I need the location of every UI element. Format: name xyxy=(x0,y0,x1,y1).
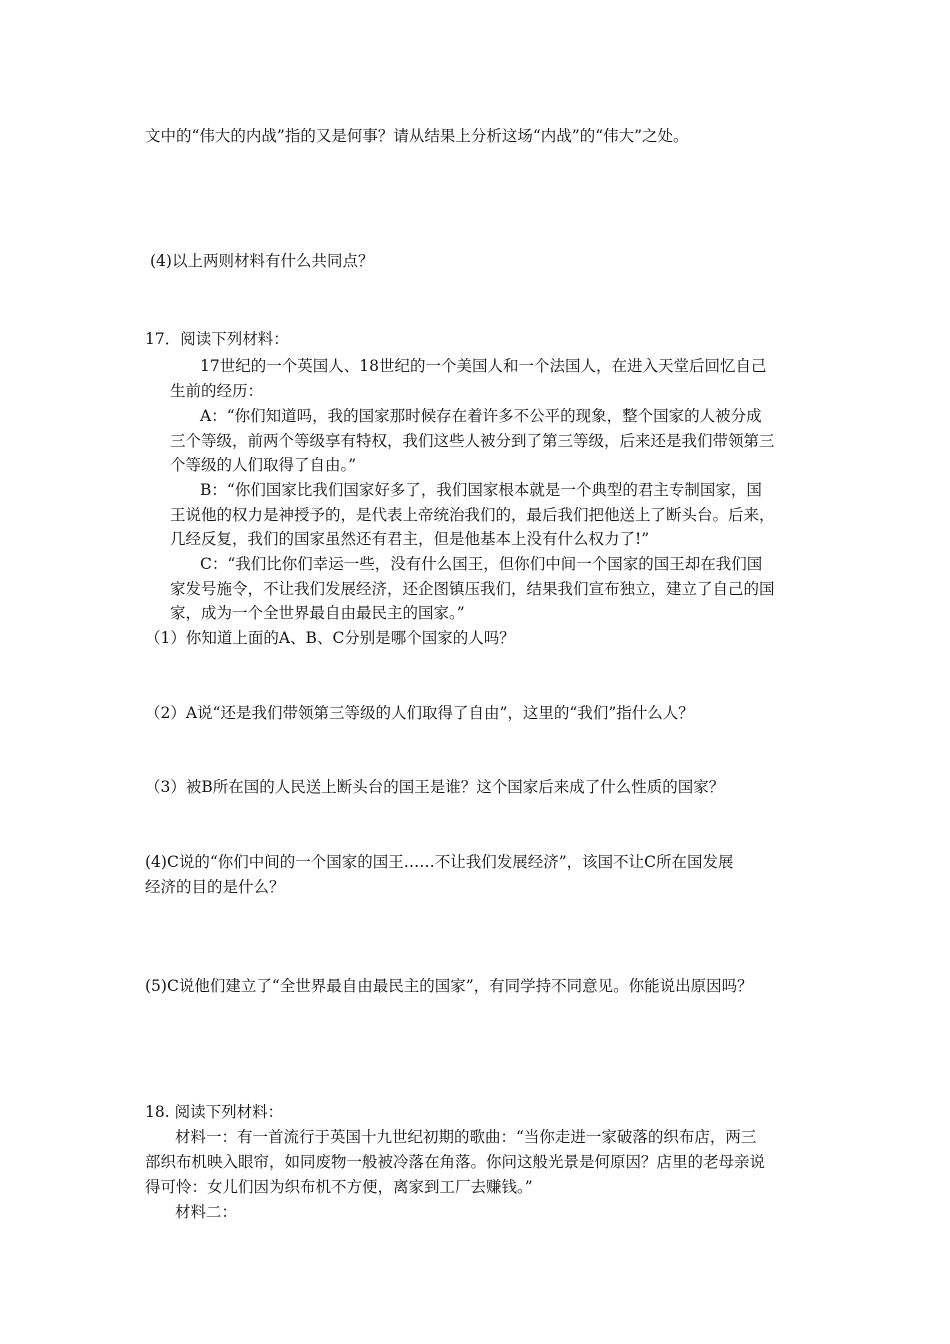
q17-subquestion-4-line-2: 经济的目的是什么？ xyxy=(145,878,285,896)
q17-intro-line-2: 生前的经历： xyxy=(170,382,264,400)
q17-a-line-1: A：“你们知道吗，我的国家那时候存在着许多不公平的现象，整个国家的人被分成 xyxy=(200,407,762,425)
q17-b-line-3: 几经反复，我们的国家虽然还有君主，但是他基本上没有什么权力了!” xyxy=(170,530,650,548)
q17-c-line-1: C：“我们比你们幸运一些，没有什么国王，但你们中间一个国家的国王却在我们国 xyxy=(200,555,763,573)
q17-subquestion-5: (5)C说他们建立了“全世界最自由最民主的国家”，有同学持不同意见。你能说出原因吗？ xyxy=(145,977,753,995)
q17-subquestion-2: （2）A说“还是我们带领第三等级的人们取得了自由”，这里的“我们”指什么人？ xyxy=(145,704,694,722)
q17-b-line-2: 王说他的权力是神授予的，是代表上帝统治我们的，最后我们把他送上了断头台。后来， xyxy=(170,506,775,524)
q18-material-1-line-3: 得可怜：女儿们因为织布机不方便，离家到工厂去赚钱。” xyxy=(145,1178,533,1196)
q18-material-1-line-2: 部织布机映入眼帘，如同废物一般被冷落在角落。你问这般光景是何原因？店里的老母亲说 xyxy=(145,1153,766,1171)
q17-subquestion-1: （1）你知道上面的A、B、C分别是哪个国家的人吗？ xyxy=(145,629,515,647)
q17-subquestion-3: （3）被B所在国的人民送上断头台的国王是谁？这个国家后来成了什么性质的国家？ xyxy=(145,778,725,796)
q17-c-line-3: 家，成为一个全世界最自由最民主的国家。” xyxy=(170,604,465,622)
q16-subquestion-4: (4)以上两则材料有什么共同点？ xyxy=(150,252,374,270)
q17-a-line-2: 三个等级，前两个等级享有特权，我们这些人被分到了第三等级，后来还是我们带领第三 xyxy=(170,432,775,450)
q18-material-1-line-1: 材料一：有一首流行于英国十九世纪初期的歌曲：“当你走进一家破落的织布店，两三 xyxy=(175,1128,757,1146)
q17-a-line-3: 个等级的人们取得了自由。” xyxy=(170,456,357,474)
q17-subquestion-4-line-1: (4)C说的“你们中间的一个国家的国王……不让我们发展经济”，该国不让C所在国发展 xyxy=(145,853,734,871)
q17-intro-line-1: 17世纪的一个英国人、18世纪的一个美国人和一个法国人，在进入天堂后回忆自己 xyxy=(200,357,767,375)
q17-c-line-2: 家发号施令，不让我们发展经济，还企图镇压我们，结果我们宣布独立，建立了自己的国 xyxy=(170,580,775,598)
q18-heading: 18. 阅读下列材料： xyxy=(145,1103,284,1121)
q16-part3-continuation: 文中的“伟大的内战”指的又是何事？请从结果上分析这场“内战”的“伟大”之处。 xyxy=(145,127,689,145)
q17-b-line-1: B：“你们国家比我们国家好多了，我们国家根本就是一个典型的君主专制国家，国 xyxy=(200,481,762,499)
q18-material-2-label: 材料二： xyxy=(175,1203,238,1221)
q17-heading: 17．阅读下列材料： xyxy=(145,330,289,348)
